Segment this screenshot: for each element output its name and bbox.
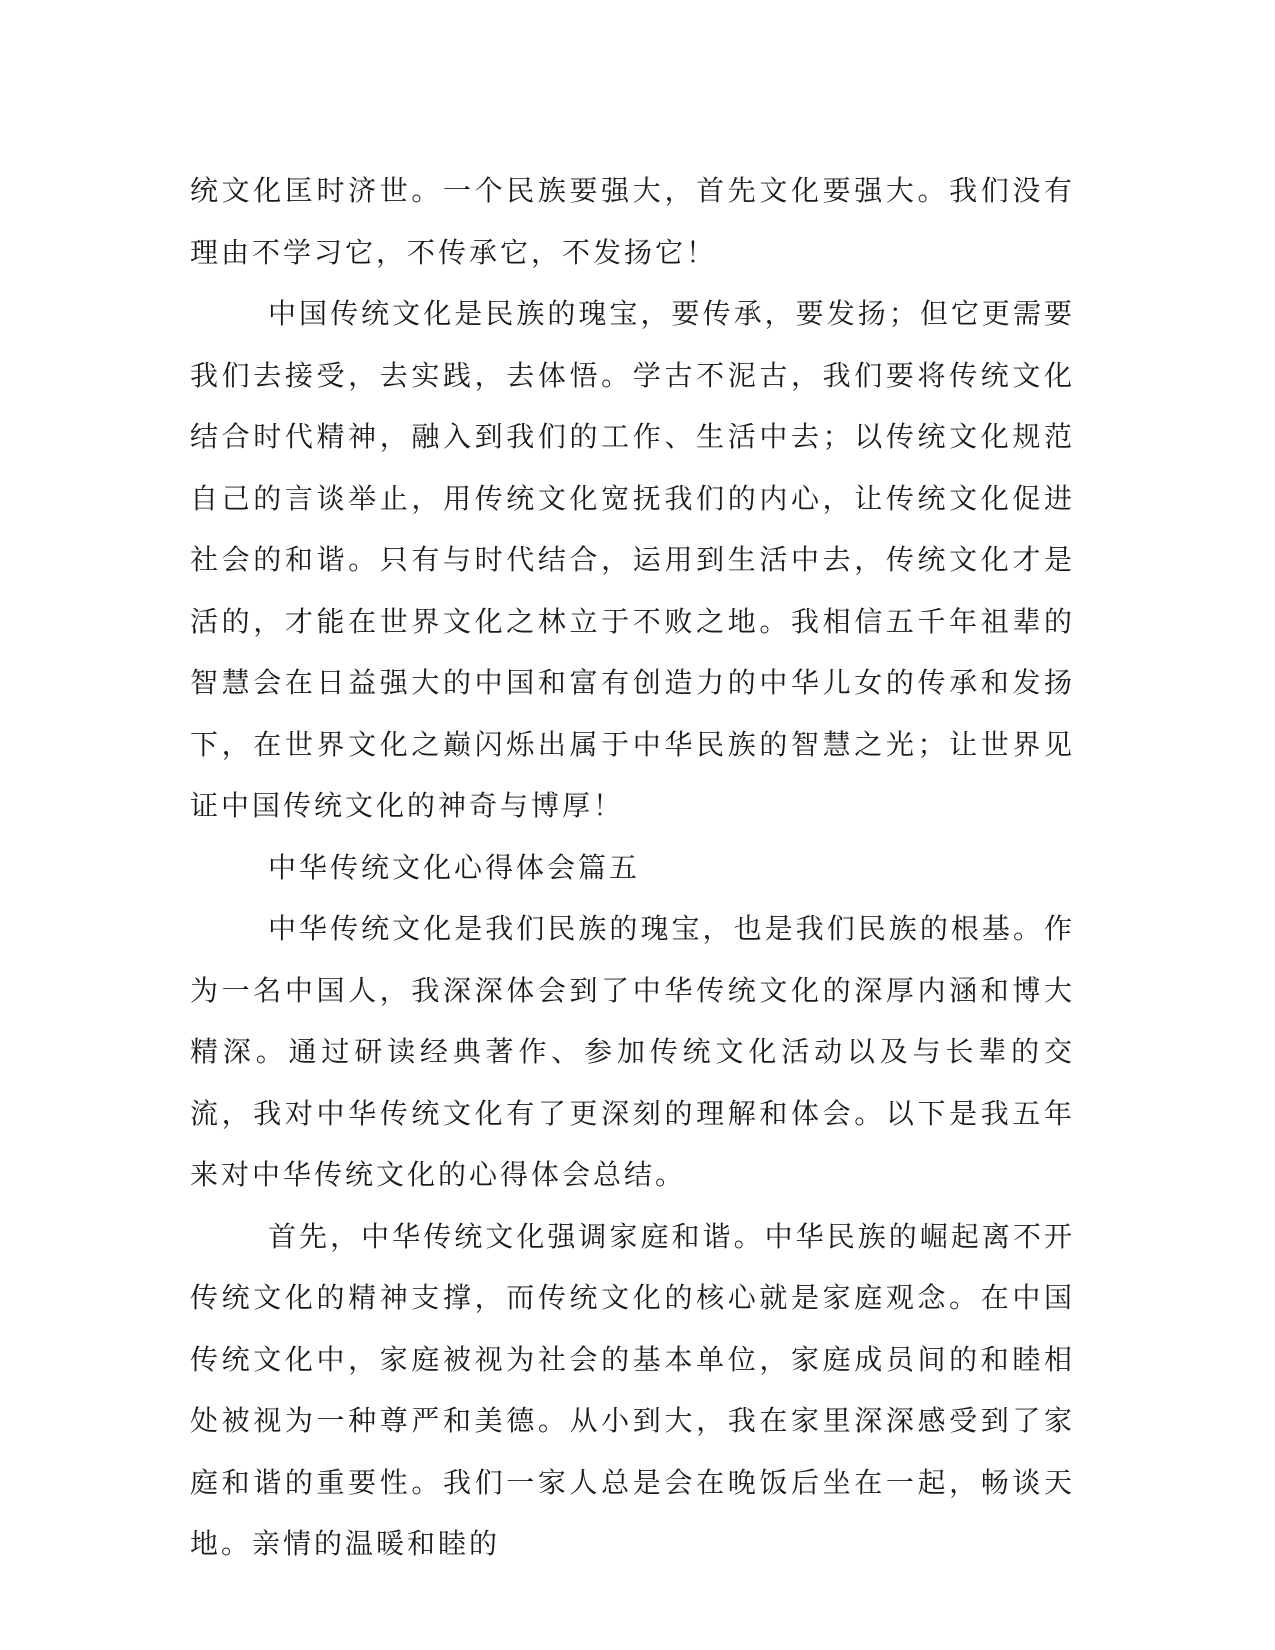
paragraph-culture-treasure: 中国传统文化是民族的瑰宝，要传承，要发扬；但它更需要我们去接受，去实践，去体悟。学古不泥古，我们要将传统文化结合时代精神，融入到我们的工作、生活中去；以传统文化规范自己的言谈举止，用传统文化宽抚我们的内心，让传统文化促进社会的和谐。只有与时代结合，运用到生活中去，传统文化才是活的，才能在世界文化之林立于不败之地。我相信五千年祖辈的智慧会在日益强大的中国和富有创造力的中华儿女的传承和发扬下，在世界文化之巅闪烁出属于中华民族的智慧之光；让世界见证中国传统文化的神奇与博厚！ — [190, 297, 1075, 822]
paragraph-continuation: 统文化匡时济世。一个民族要强大，首先文化要强大。我们没有理由不学习它，不传承它，不发扬它！ — [190, 174, 1075, 269]
paragraph-family-harmony: 首先，中华传统文化强调家庭和谐。中华民族的崛起离不开传统文化的精神支撑，而传统文化的核心就是家庭观念。在中国传统文化中，家庭被视为社会的基本单位，家庭成员间的和睦相处被视为一种尊严和美德。从小到大，我在家里深深感受到了家庭和谐的重要性。我们一家人总是会在晚饭后坐在一起，畅谈天地。亲情的温暖和睦的 — [190, 1219, 1075, 1560]
document-body — [190, 160, 1075, 1575]
section-heading: 中华传统文化心得体会篇五 — [268, 850, 641, 884]
paragraph-introduction: 中华传统文化是我们民族的瑰宝，也是我们民族的根基。作为一名中国人，我深深体会到了中华传统文化的深厚内涵和博大精深。通过研读经典著作、参加传统文化活动以及与长辈的交流，我对中华传统文化有了更深刻的理解和体会。以下是我五年来对中华传统文化的心得体会总结。 — [190, 912, 1075, 1191]
